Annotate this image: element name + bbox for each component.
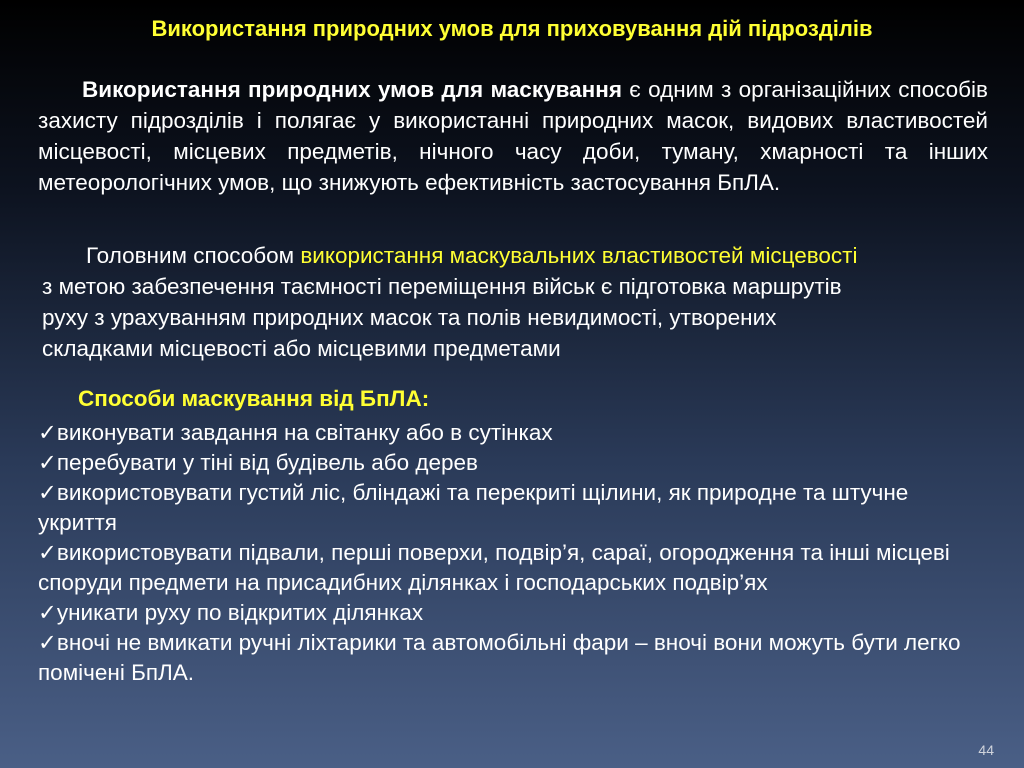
list-item-text: перебувати у тіні від будівель або дерев: [56, 450, 479, 475]
paragraph-intro-rest: є одним з організаційних способів захисту підрозділів і полягає у використанні природних масок, видових властивостей місцевості, місцевих предметів, нічного часу доби, туману, хмарності та інших метеорологічних умов, що знижують ефективність застосування БпЛА.: [38, 77, 988, 195]
list-item-text: вночі не вмикати ручні ліхтарики та автомобільні фари – вночі вони можуть бути легко помічені БпЛА.: [38, 630, 961, 685]
list-item: [38, 598, 988, 628]
paragraph-main-method-line2: з метою забезпечення таємності переміщення військ є підготовка маршрутів: [42, 274, 842, 299]
check-icon: ✓: [38, 630, 57, 655]
list-item-text: виконувати завдання на світанку або в сутінках: [56, 420, 553, 445]
paragraph-intro-lead: Використання природних умов для маскування: [82, 77, 622, 102]
list-item: [38, 628, 988, 688]
check-icon: ✓: [38, 450, 57, 475]
page-number: 44: [978, 742, 994, 758]
paragraph-main-method: [42, 240, 972, 364]
paragraph-main-method-intro: Головним способом: [86, 243, 301, 268]
check-icon: ✓: [38, 480, 57, 505]
check-icon: ✓: [38, 600, 57, 625]
methods-heading: Способи маскування від БпЛА:: [78, 386, 430, 411]
list-item: [38, 448, 988, 478]
list-item: [38, 478, 988, 538]
paragraph-intro: [38, 74, 988, 198]
check-icon: ✓: [38, 420, 57, 445]
list-item: [38, 418, 988, 448]
check-icon: ✓: [38, 540, 57, 565]
paragraph-main-method-highlight: використання маскувальних властивостей місцевості: [300, 243, 858, 268]
slide-title: Використання природних умов для приховування дій підрозділів: [151, 16, 873, 41]
paragraph-main-method-line1: [42, 240, 972, 271]
list-item-text: використовувати густий ліс, бліндажі та перекриті щілини, як природне та штучне укриття: [38, 480, 909, 535]
list-item-text: уникати руху по відкритих ділянках: [56, 600, 424, 625]
paragraph-main-method-line3: руху з урахуванням природних масок та полів невидимості, утворених: [42, 305, 777, 330]
paragraph-main-method-line4: складками місцевості або місцевими предметами: [42, 336, 561, 361]
list-item-text: використовувати підвали, перші поверхи, подвір’я, сараї, огородження та інші місцеві споруди предмети на присадибних ділянках і господарських подвір’ях: [38, 540, 950, 595]
list-item: [38, 538, 988, 598]
methods-list: [38, 418, 988, 688]
